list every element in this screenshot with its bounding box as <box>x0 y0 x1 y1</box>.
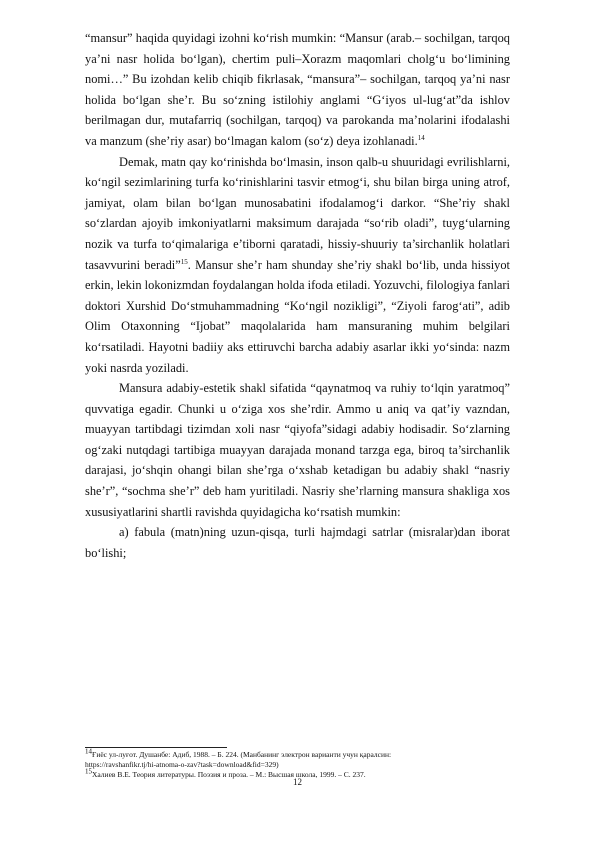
footnote-text: Ғиёс ул-луғот. Душанбе: Адиб, 1988. – Б. 224. (Манбанинг электрон варианти учун қаралсин: <box>92 750 392 759</box>
footnote-14 <box>85 747 510 760</box>
footnote-text: Халиев В.Е. Теория литературы. Поэзия и проза. – М.: Высшая школа, 1999. – С. 237. <box>92 770 366 779</box>
paragraph-text: “mansur” haqida quyidagi izohni ko‘rish mumkin: “Mansur (arab.– sochilgan, tarqoq ya’ni nasr holida bo‘lgan), chertim puli–Xorazm maqomlari cholg‘u bo‘limining nomi…” Bu izohdan kelib chiqib fikrlasak, “mansura”– sochilgan, tarqoq ya’ni nasr holida bo‘lgan she’r. Bu so‘zning istilohiy anglami “G‘iyos ul-lug‘at”da ishlov berilmagan dur, mutafarriq (sochilgan, tarqoq) va parokanda ma’nolarini ifodalashi va manzum (she’riy asar) bo‘lmagan kalom (so‘z) deya izohlanadi. <box>85 31 510 148</box>
footnote-number: 15 <box>85 767 92 776</box>
paragraph-text: Mansura adabiy-estetik shakl sifatida “qaynatmoq va ruhiy to‘lqin yaratmoq” quvvatiga egadir. Chunki u o‘ziga xos she’rdir. Ammo u aniq va qat’iy vazndan, muayyan tartibdagi tizimdan xoli nasr “qiyofa”sidagi adabiy hodisadir. So‘zlarning og‘zaki nutqdagi tartibiga muayyan darajada monand tarzga ega, biroq ta’sirchanlik darajasi, jo‘shqin ohangi bilan she’rga o‘xshab ketadigan bu adabiy shakl “nasriy she’r”, “sochma she’r” deb ham yuritiladi. Nasriy she’rlarning mansura shakliga xos xususiyatlarini shartli ravishda quyidagicha ko‘rsatish mumkin: <box>85 381 510 519</box>
footnote-14-link[interactable] <box>85 760 510 770</box>
paragraph-mansura-aesthetic <box>85 378 510 522</box>
footnote-url[interactable]: https://ravshanfikr.tj/hi-atnoma-o-zav?task=download&fid=329) <box>85 760 279 769</box>
paragraph-mansur-definition <box>85 28 510 152</box>
footnotes <box>85 747 510 780</box>
footnote-number: 14 <box>85 747 92 756</box>
footnote-ref-15[interactable]: 15 <box>180 257 188 266</box>
paragraph-text: . Mansur she’r ham shunday she’riy shakl bo‘lib, unda hissiyot erkin, lekin lokonizmdan foydalangan holda ifoda etiladi. Yozuvchi, filologiya fanlari doktori Xurshid Do‘stmuhammadning “Ko‘ngil nozikligi”, “Ziyoli farog‘ati”, adib Olim Otaxonning “Ijobat” maqolalarida ham mansuraning muhim belgilari ko‘rsatiladi. Hayotni badiiy aks ettiruvchi barcha adabiy asarlar ikki yo‘sinda: nazm yoki nasrda yoziladi. <box>85 257 510 375</box>
page-number: 12 <box>293 777 302 787</box>
list-item-text: a) fabula (matn)ning uzun-qisqa, turli hajmdagi satrlar (misralar)dan iborat bo‘lishi; <box>85 525 510 560</box>
list-item-a <box>85 522 510 563</box>
footnote-ref-14[interactable]: 14 <box>417 133 425 142</box>
paragraph-poetic-form <box>85 152 510 379</box>
body-text <box>85 28 510 563</box>
paragraph-text: Demak, matn qay ko‘rinishda bo‘lmasin, inson qalb-u shuuridagi evrilishlarni, ko‘ngil sezimlarining turfa ko‘rinishlarini tasvir etmog‘i, shu bilan birga uning atrof, jamiyat, olam bilan bo‘lgan munosabatini ifodalamog‘i darkor. “She’riy shakl so‘zlardan ajoyib imkoniyatlarni maksimum darajada “so‘rib oladi”, tuyg‘ularning nozik va turfa to‘qimalariga e’tiborni qaratadi, hissiy-shuuriy ta’sirchanlik holatlari tasavvurini beradi” <box>85 154 510 272</box>
footnote-divider <box>85 747 227 748</box>
